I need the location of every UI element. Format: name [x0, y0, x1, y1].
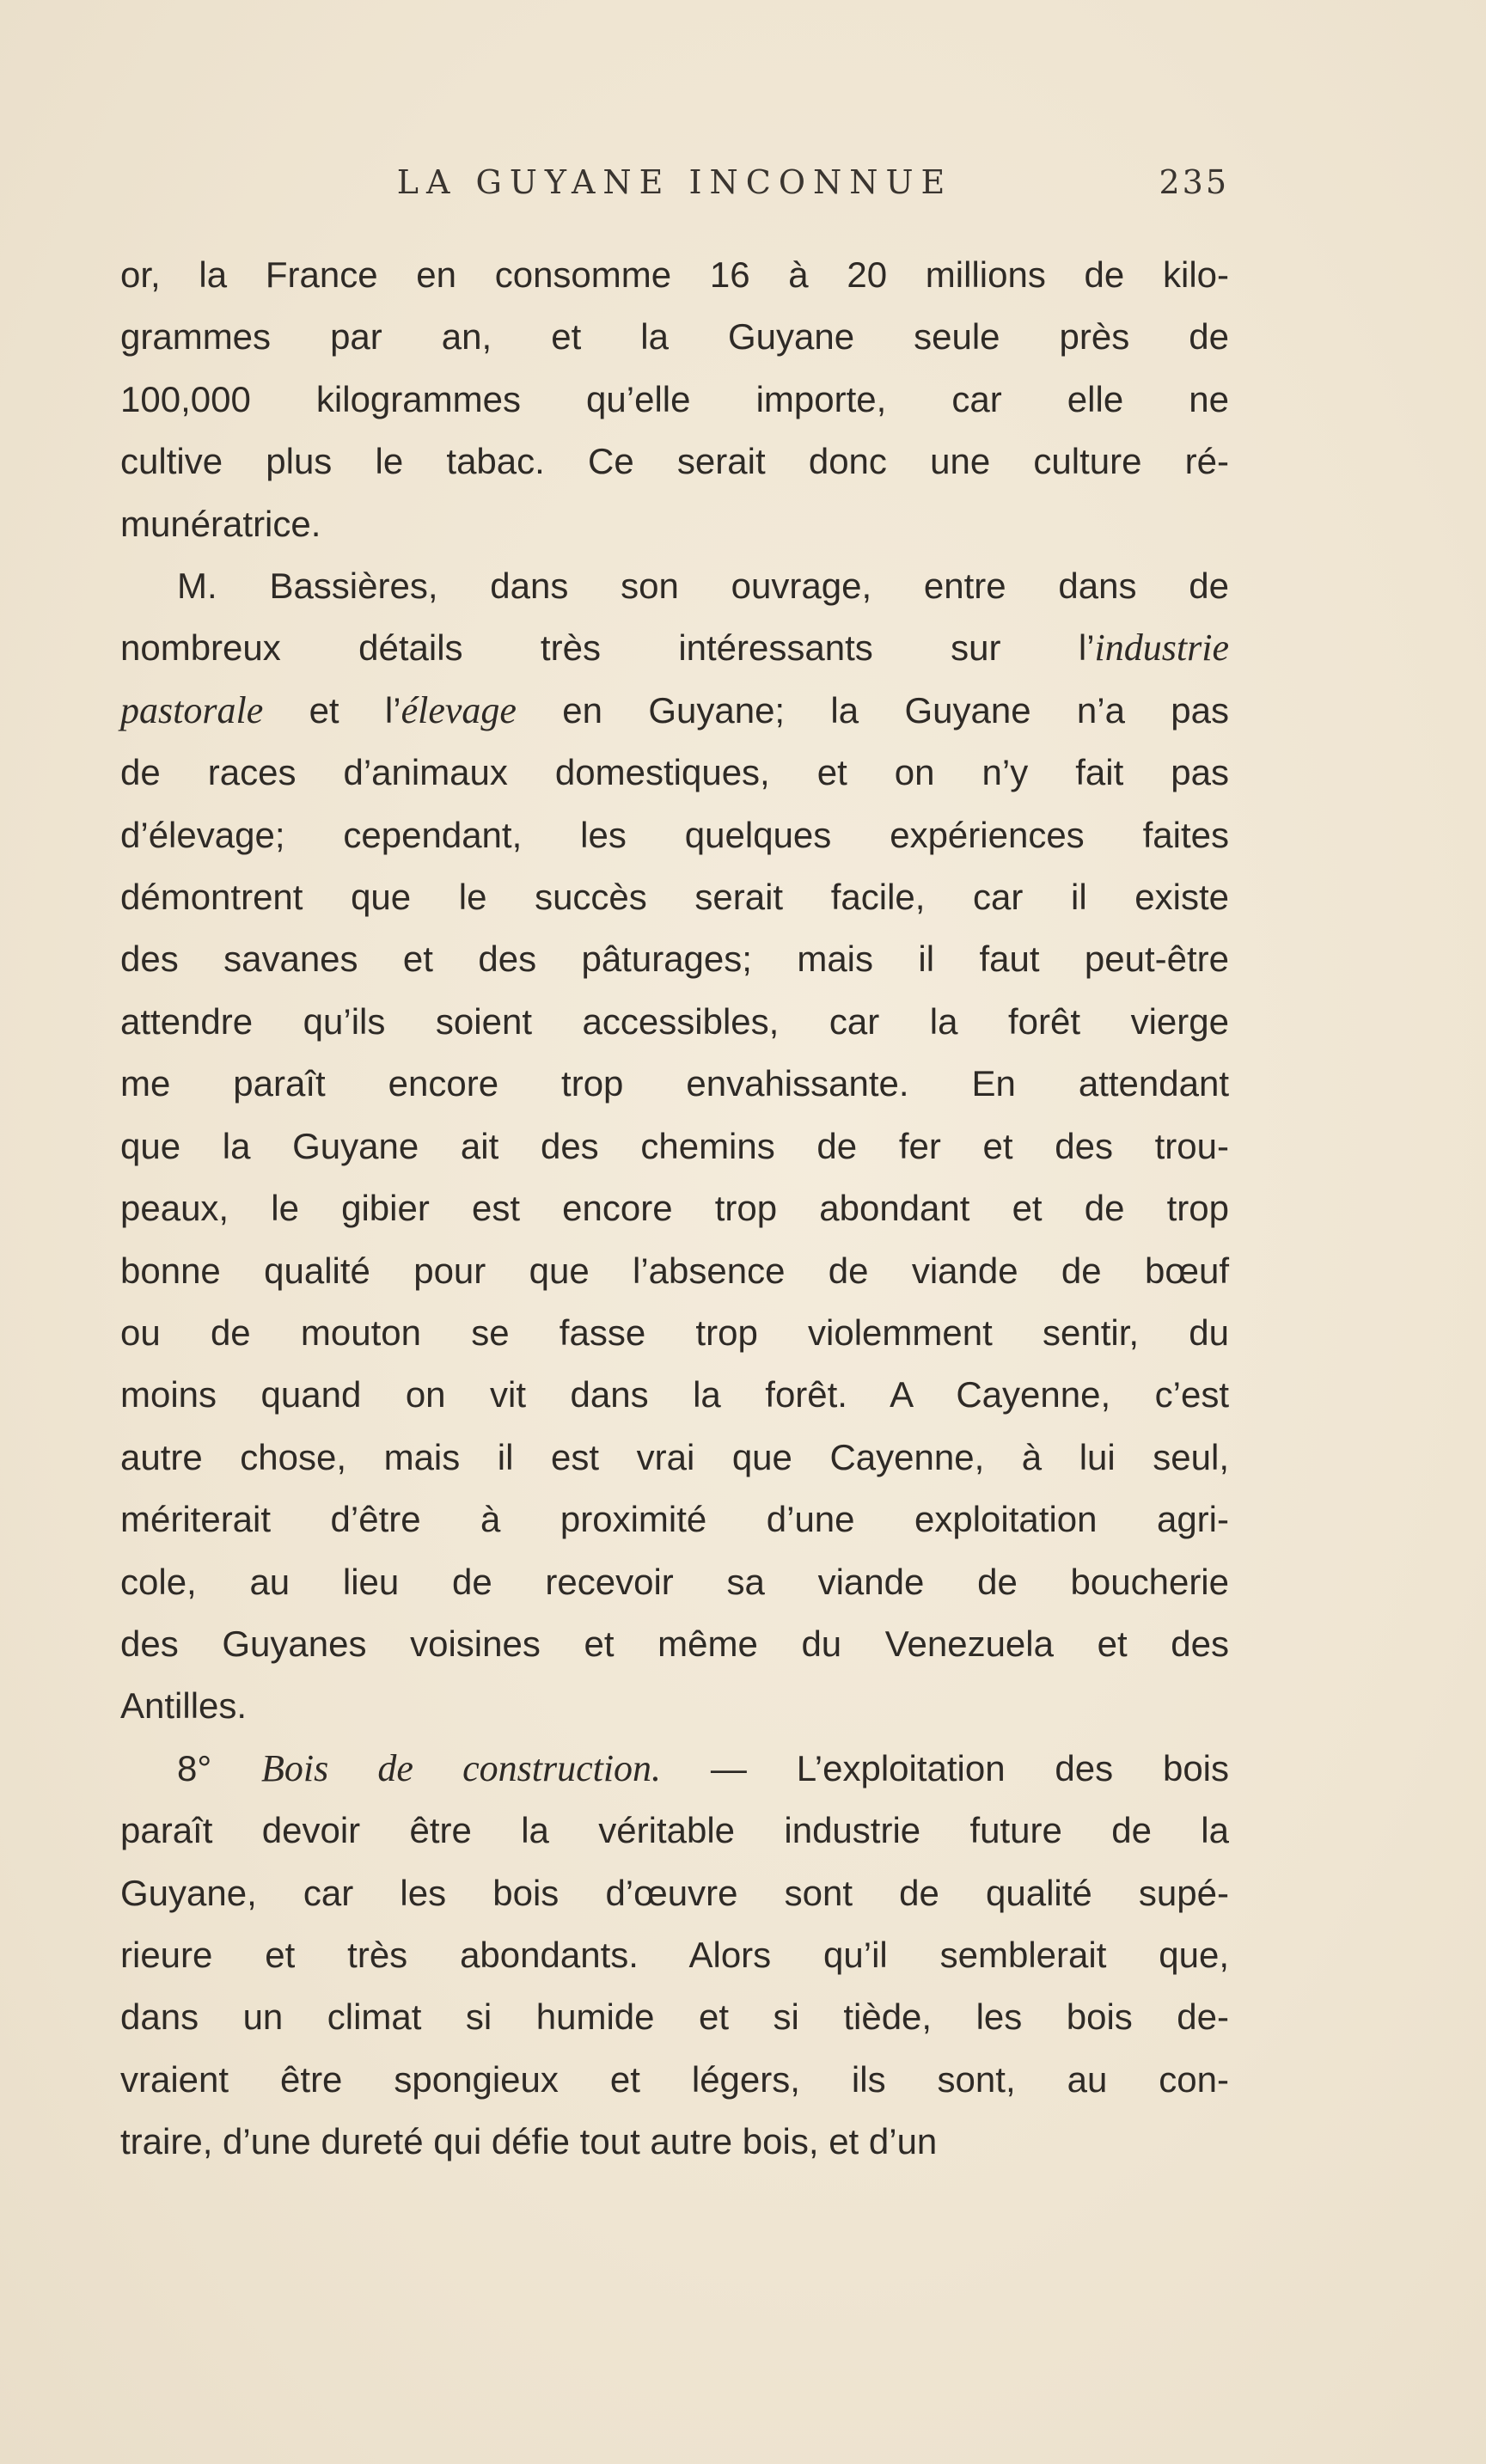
line-text: démontrent que le succès serait facile, car il existe: [120, 877, 1229, 918]
text-line: [120, 1427, 1229, 1489]
line-text: munératrice.: [120, 503, 321, 544]
text-line: [120, 244, 1229, 306]
line-text: mériterait d’être à proximité d’une exploitation agri-: [120, 1499, 1229, 1540]
line-text: me paraît encore trop envahissante. En attendant: [120, 1063, 1229, 1104]
text-line: [120, 1675, 1229, 1737]
line-text: cole, au lieu de recevoir sa viande de boucherie: [120, 1561, 1229, 1602]
body-text: [120, 244, 1229, 2174]
line-text: Guyane, car les bois d’œuvre sont de qualité supé-: [120, 1872, 1229, 1913]
page-number: 235: [1159, 163, 1229, 201]
text-line: [120, 1489, 1229, 1550]
line-text: vraient être spongieux et légers, ils sont, au con-: [120, 2058, 1229, 2100]
text-line: [120, 991, 1229, 1053]
text-line: [120, 617, 1229, 679]
text-line: [120, 1116, 1229, 1177]
text-line: [120, 804, 1229, 866]
line-text: 8°: [177, 1747, 261, 1788]
text-line: [120, 431, 1229, 492]
line-text: — L’exploitation des bois: [661, 1747, 1230, 1788]
line-text: dans un climat si humide et si tiède, les bois de-: [120, 1996, 1229, 2038]
line-text: des savanes et des pâturages; mais il faut peut-être: [120, 939, 1229, 980]
text-line: [120, 306, 1229, 368]
text-line: [120, 1302, 1229, 1364]
text-line: [120, 742, 1229, 804]
text-line: [120, 1862, 1229, 1924]
text-line: [120, 2049, 1229, 2111]
italic-term: industrie: [1094, 627, 1229, 669]
line-text: d’élevage; cependant, les quelques expériences faites: [120, 814, 1229, 855]
text-line: [120, 369, 1229, 431]
line-text: des Guyanes voisines et même du Venezuela et des: [120, 1623, 1229, 1664]
line-text: et l’: [263, 689, 401, 731]
line-text: nombreux détails très intéressants sur l’: [120, 627, 1095, 669]
text-line: [120, 680, 1229, 742]
line-text: en Guyane; la Guyane n’a pas: [516, 689, 1229, 731]
line-text: que la Guyane ait des chemins de fer et des trou-: [120, 1125, 1229, 1166]
text-line: [120, 1924, 1229, 1986]
text-line: [120, 2111, 1229, 2173]
italic-term: pastorale: [120, 688, 264, 731]
text-line: [120, 866, 1229, 928]
running-head: [120, 155, 1229, 206]
line-text: rieure et très abondants. Alors qu’il semblerait que,: [120, 1934, 1229, 1975]
line-text: cultive plus le tabac. Ce serait donc une culture ré-: [120, 441, 1229, 482]
text-line: [120, 1053, 1229, 1115]
text-line: [120, 1800, 1229, 1862]
line-text: attendre qu’ils soient accessibles, car la forêt vierge: [120, 1000, 1229, 1042]
running-title: LA GUYANE INCONNUE: [396, 163, 953, 201]
text-line: [120, 1613, 1229, 1675]
line-text: moins quand on vit dans la forêt. A Cayenne, c’est: [120, 1374, 1229, 1415]
line-text: 100,000 kilogrammes qu’elle importe, car elle ne: [120, 378, 1229, 419]
section-heading: Bois de construction.: [261, 1746, 662, 1789]
text-line: [120, 1177, 1229, 1239]
text-line: [120, 493, 1229, 555]
line-text: or, la France en consomme 16 à 20 millions de kilo-: [120, 254, 1229, 295]
text-line: [120, 1986, 1229, 2048]
line-text: peaux, le gibier est encore trop abondant et de trop: [120, 1188, 1229, 1229]
line-text: Antilles.: [120, 1685, 248, 1727]
line-text: ou de mouton se fasse trop violemment sentir, du: [120, 1311, 1229, 1353]
text-line: [120, 555, 1229, 617]
text-line: [120, 928, 1229, 990]
text-line: [120, 1240, 1229, 1302]
line-text: M. Bassières, dans son ouvrage, entre dans de: [177, 566, 1229, 607]
line-text: autre chose, mais il est vrai que Cayenne, à lui seul,: [120, 1436, 1229, 1477]
line-text: paraît devoir être la véritable industrie future de la: [120, 1810, 1229, 1851]
text-line: [120, 1738, 1229, 1800]
text-line: [120, 1364, 1229, 1426]
line-text: bonne qualité pour que l’absence de viande de bœuf: [120, 1250, 1229, 1291]
line-text: grammes par an, et la Guyane seule près de: [120, 316, 1229, 358]
text-line: [120, 1551, 1229, 1613]
line-text: traire, d’une dureté qui défie tout autre bois, et d’un: [120, 2121, 938, 2162]
line-text: de races d’animaux domestiques, et on n’y fait pas: [120, 752, 1229, 793]
italic-term: élevage: [401, 688, 517, 731]
